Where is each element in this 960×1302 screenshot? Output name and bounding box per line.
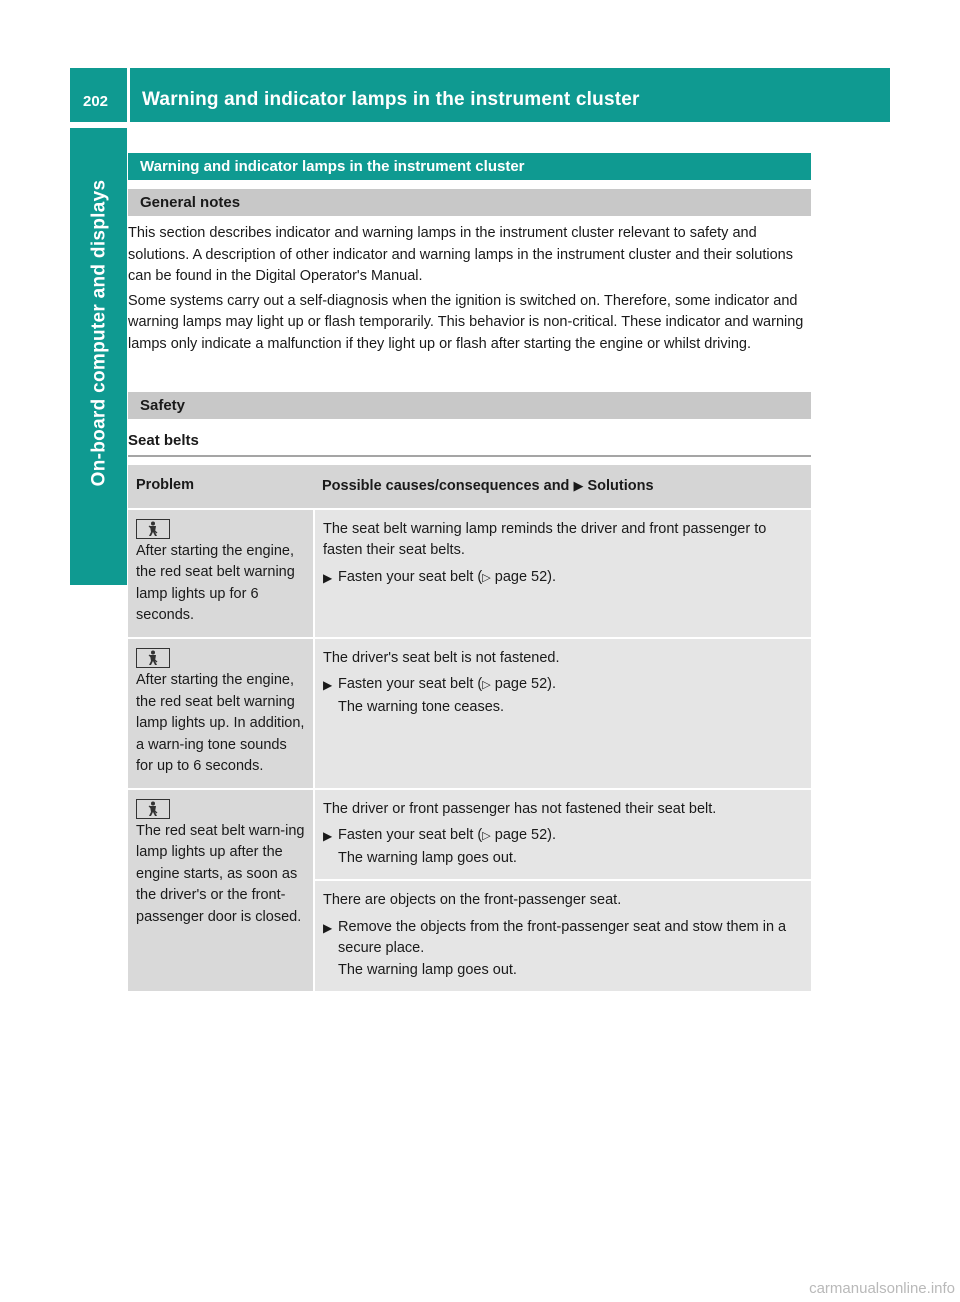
result-text: The warning lamp goes out. <box>338 849 517 866</box>
result-text: The warning lamp goes out. <box>338 961 517 978</box>
seat-belt-icon <box>136 519 170 539</box>
page-number: 202 <box>70 68 127 122</box>
seat-belt-table <box>128 465 811 991</box>
table-header-row <box>128 465 811 509</box>
page-header <box>70 68 890 122</box>
watermark: carmanualsonline.info <box>809 1280 955 1297</box>
problem-cell <box>128 509 314 638</box>
arrow-right-icon: ▶ <box>323 829 333 844</box>
solution-step: ▶ Fasten your seat belt (▷ page 52). <box>323 567 803 590</box>
table-row <box>128 789 811 881</box>
page-reference[interactable]: page 52). <box>494 676 557 693</box>
cause-text: There are objects on the front-passenger seat. <box>323 892 622 909</box>
cause-text: The seat belt warning lamp reminds the driver and front passenger to fasten their seat belts. <box>323 520 767 558</box>
col-solutions: Possible causes/consequences and ▶ Solutions <box>314 465 811 509</box>
page-ref-triangle-icon: ▷ <box>482 679 491 692</box>
problem-cell <box>128 789 314 992</box>
solution-cell <box>314 789 811 881</box>
safety-heading: Safety <box>128 392 811 419</box>
page-ref-triangle-icon: ▷ <box>482 830 491 843</box>
problem-text: The red seat belt warn-ing lamp lights up after the engine starts, as soon as the driver's or the front-passenger door is closed. <box>136 822 305 925</box>
solution-step: ▶ Remove the objects from the front-passenger seat and stow them in a secure place. <box>323 917 803 960</box>
cause-text: The driver or front passenger has not fastened their seat belt. <box>323 800 717 817</box>
solution-cell <box>314 509 811 638</box>
arrow-right-icon: ▶ <box>323 678 333 693</box>
general-notes-para-1: This section describes indicator and warning lamps in the instrument cluster relevant to safety and solutions. A description of other indicator and warning lamps in the instrument cluster and their solutions can be found in the Digital Operator's Manual. <box>128 225 793 284</box>
solution-cell <box>314 880 811 991</box>
seat-belt-icon <box>136 799 170 819</box>
solution-step: ▶ Fasten your seat belt (▷ page 52). <box>323 674 803 697</box>
chapter-label: On-board computer and displays <box>88 179 109 486</box>
table-row <box>128 509 811 638</box>
general-notes-para-2: Some systems carry out a self-diagnosis when the ignition is switched on. Therefore, some indicator and warning lamps may light up or flash temporarily. This behavior is non-critical. These indicator and warning lamps only indicate a malfunction if they light up or flash after starting the engine or whilst driving. <box>128 292 804 352</box>
section-title: Warning and indicator lamps in the instrument cluster <box>128 153 811 180</box>
header-title: Warning and indicator lamps in the instrument cluster <box>130 68 890 122</box>
col-problem: Problem <box>128 465 314 509</box>
solution-step: ▶ Fasten your seat belt (▷ page 52). <box>323 825 803 848</box>
arrow-right-icon: ▶ <box>573 478 584 493</box>
result-text: The warning tone ceases. <box>338 698 505 715</box>
problem-text: After starting the engine, the red seat belt warning lamp lights up. In addition, a warn-ing tone sounds for up to 6 seconds. <box>136 672 305 775</box>
solution-cell <box>314 638 811 789</box>
problem-text: After starting the engine, the red seat belt warning lamp lights up for 6 seconds. <box>136 542 295 624</box>
seat-belt-icon <box>136 648 170 668</box>
page-reference[interactable]: page 52). <box>494 568 557 585</box>
seat-belts-heading: Seat belts <box>128 432 811 457</box>
cause-text: The driver's seat belt is not fastened. <box>323 649 560 666</box>
arrow-right-icon: ▶ <box>323 920 333 935</box>
page-ref-triangle-icon: ▷ <box>482 571 491 584</box>
page-reference[interactable]: page 52). <box>494 827 557 844</box>
arrow-right-icon: ▶ <box>323 570 333 585</box>
general-notes-heading: General notes <box>128 189 811 216</box>
table-row <box>128 638 811 789</box>
page-content <box>128 153 811 991</box>
problem-cell <box>128 638 314 789</box>
